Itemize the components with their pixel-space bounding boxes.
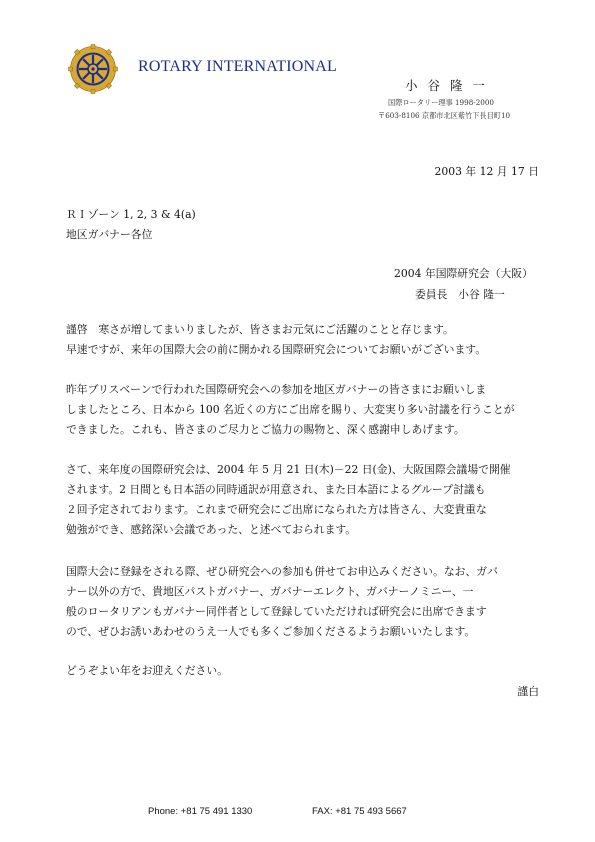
paragraph-brisbane [66, 380, 542, 440]
paragraph-line: 般のロータリアンもガバナー同伴者として登録していただければ研究会に出席できます [66, 605, 487, 618]
footer-phone: Phone: +81 75 491 1330 [148, 806, 253, 817]
sender-title: 国際ロータリー理事 1998-2000 [388, 98, 494, 107]
paragraph-greeting [66, 320, 542, 360]
recipient-title: 地区ガバナー各位 [66, 228, 153, 241]
recipient-zone: ＲＩゾーン 1, 2, 3 & 4(a) [66, 208, 196, 221]
from-event: 2004 年国際研究会（大阪） [394, 267, 533, 280]
closing-remark: どうぞよい年をお迎えください。 [66, 664, 228, 677]
letter-date: 2003 年 12 月 17 日 [434, 165, 539, 178]
paragraph-line: ナー以外の方で、貴地区パストガバナー、ガバナーエレクト、ガバナーノミニー、一 [66, 585, 474, 598]
sender-address: 〒603-8106 京都市北区紫竹下長目町10 [378, 111, 511, 120]
paragraph-line: 昨年ブリスベーンで行われた国際研究会への参加を地区ガバナーの皆さまにお願いしま [66, 383, 487, 396]
paragraph-line: 勉強ができ、感銘深い会議であった、と述べておられます。 [66, 523, 357, 536]
paragraph-registration [66, 562, 542, 642]
rotary-wheel-icon [68, 44, 118, 94]
from-chairperson: 委員長 小谷 隆一 [415, 288, 505, 301]
paragraph-osaka-institute [66, 460, 542, 540]
paragraph-line: 国際大会に登録をされる際、ぜひ研究会への参加も併せてお申込みください。なお、ガバ [66, 565, 498, 578]
rotary-wheel-graphic [68, 44, 118, 94]
paragraph-line: できました。これも、皆さまのご尽力とご協力の賜物と、深く感謝申しあげます。 [66, 423, 465, 436]
paragraph-line: されます。2 日間とも日本語の同時通訳が用意され、また日本語によるグループ討議も [66, 483, 486, 496]
paragraph-line: ２回予定されております。これまで研究会にご出席になられた方は皆さん、大変貴重な [66, 503, 487, 516]
paragraph-line: しましたところ、日本から 100 名近くの方にご出席を賜り、大変実り多い討議を行うことが [66, 403, 515, 416]
paragraph-line: さて、来年度の国際研究会は、2004 年 5 月 21 日(木)－22 日(金)、大阪国際会議場で開催 [66, 463, 511, 476]
signoff: 謹白 [517, 685, 539, 698]
paragraph-line: 早速ですが、来年の国際大会の前に開かれる国際研究会についてお願いがございます。 [66, 343, 486, 356]
sender-name: 小 谷 隆 一 [405, 78, 488, 93]
footer-fax: FAX: +81 75 493 5667 [312, 806, 407, 817]
organization-name: ROTARY INTERNATIONAL [138, 58, 337, 75]
paragraph-line: ので、ぜひお誘いあわせのうえ一人でも多くご参加くださるようお願いいたします。 [66, 625, 476, 638]
paragraph-line: 謹啓 寒さが増してまいりましたが、皆さまお元気にご活躍のことと存じます。 [66, 323, 454, 336]
